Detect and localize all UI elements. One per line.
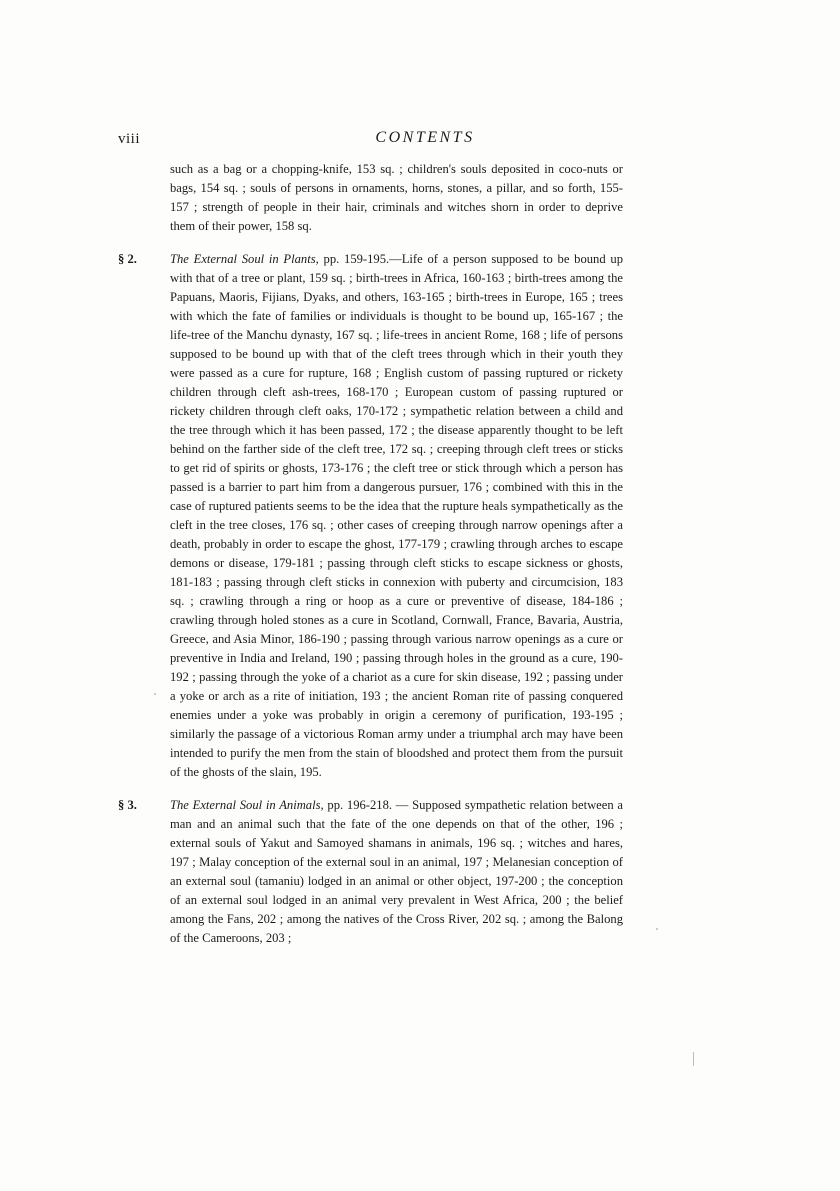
running-head [0, 129, 840, 147]
scan-speck [154, 693, 156, 695]
contents-body [118, 160, 623, 961]
section-title: The External Soul in Animals, [170, 798, 324, 812]
section-number: § 2. [118, 252, 137, 266]
running-head-text: CONTENTS [375, 129, 475, 146]
section-summary: pp. 196-218. — Supposed sympathetic relation between a man and an animal such that the fate of the one depends on that of the other, 196 ; external souls of Yakut and Samoyed shamans in animals, 196 sq. ; witches and hares, 197 ; Malay conception of the external soul in an animal, 197 ; Melanesian conception of an external soul (tamaniu) lodged in an animal or other object, 197-200 ; the conception of an external soul lodged in an animal very prevalent in West Africa, 200 ; the belief among the Fans, 202 ; among the natives of the Cross River, 202 sq. ; among the Balong of the Cameroons, 203 ; [170, 798, 623, 945]
continued-paragraph: such as a bag or a chopping-knife, 153 sq. ; children's souls deposited in coco-nuts or bags, 154 sq. ; souls of persons in ornaments, horns, stones, a pillar, and so forth, 155-157 ; strength of people in their hair, criminals and witches shorn in order to deprive them of their power, 158 sq. [170, 162, 623, 233]
scan-speck [693, 1052, 694, 1066]
scan-speck [656, 928, 658, 930]
section-number: § 3. [118, 798, 137, 812]
section-title: The External Soul in Plants, [170, 252, 319, 266]
section-entry-3 [118, 796, 623, 948]
section-summary: pp. 159-195.—Life of a person supposed to be bound up with that of a tree or plant, 159 sq. ; birth-trees in Africa, 160-163 ; birth-trees among the Papuans, Maoris, Fijians, Dyaks, and others, 163-165 ; birth-trees in Europe, 165 ; trees with which the fate of families or individuals is thought to be bound up, 165-167 ; the life-tree of the Manchu dynasty, 167 sq. ; life-trees in ancient Rome, 168 ; life of persons supposed to be bound up with that of the cleft trees through which in their youth they were passed as a cure for rupture, 168 ; English custom of passing ruptured or rickety children through cleft ash-trees, 168-170 ; European custom of passing ruptured or rickety children through cleft oaks, 170-172 ; sympathetic relation between a child and the tree through which it has been passed, 172 ; the disease apparently thought to be left behind on the farther side of the cleft tree, 172 sq. ; creeping through cleft trees or sticks to get rid of spirits or ghosts, 173-176 ; the cleft tree or stick through which a person has passed is a barrier to part him from a dangerous pursuer, 176 ; combined with this in the case of ruptured patients seems to be the idea that the rupture heals sympathetically as the cleft in the tree closes, 176 sq. ; other cases of creeping through narrow openings after a death, probably in order to escape the ghost, 177-179 ; crawling through arches to escape demons or disease, 179-181 ; passing through cleft sticks to escape sickness or ghosts, 181-183 ; passing through cleft sticks in connexion with puberty and circumcision, 183 sq. ; crawling through a ring or hoop as a cure or preventive of disease, 184-186 ; crawling through holed stones as a cure in Scotland, Cornwall, France, Bavaria, Austria, Greece, and Asia Minor, 186-190 ; passing through various narrow openings as a cure or preventive in India and Ireland, 190 ; passing through holes in the ground as a cure, 190-192 ; passing through the yoke of a chariot as a cure for skin disease, 192 ; passing under a yoke or arch as a rite of initiation, 193 ; the ancient Roman rite of passing conquered enemies under a yoke was probably in origin a ceremony of purification, 193-195 ; similarly the passage of a victorious Roman army under a triumphal arch may have been intended to purify the men from the stain of bloodshed and protect them from the pursuit of the ghosts of the slain, 195. [170, 252, 623, 779]
page-number: viii [118, 131, 141, 147]
section-entry-2 [118, 250, 623, 782]
